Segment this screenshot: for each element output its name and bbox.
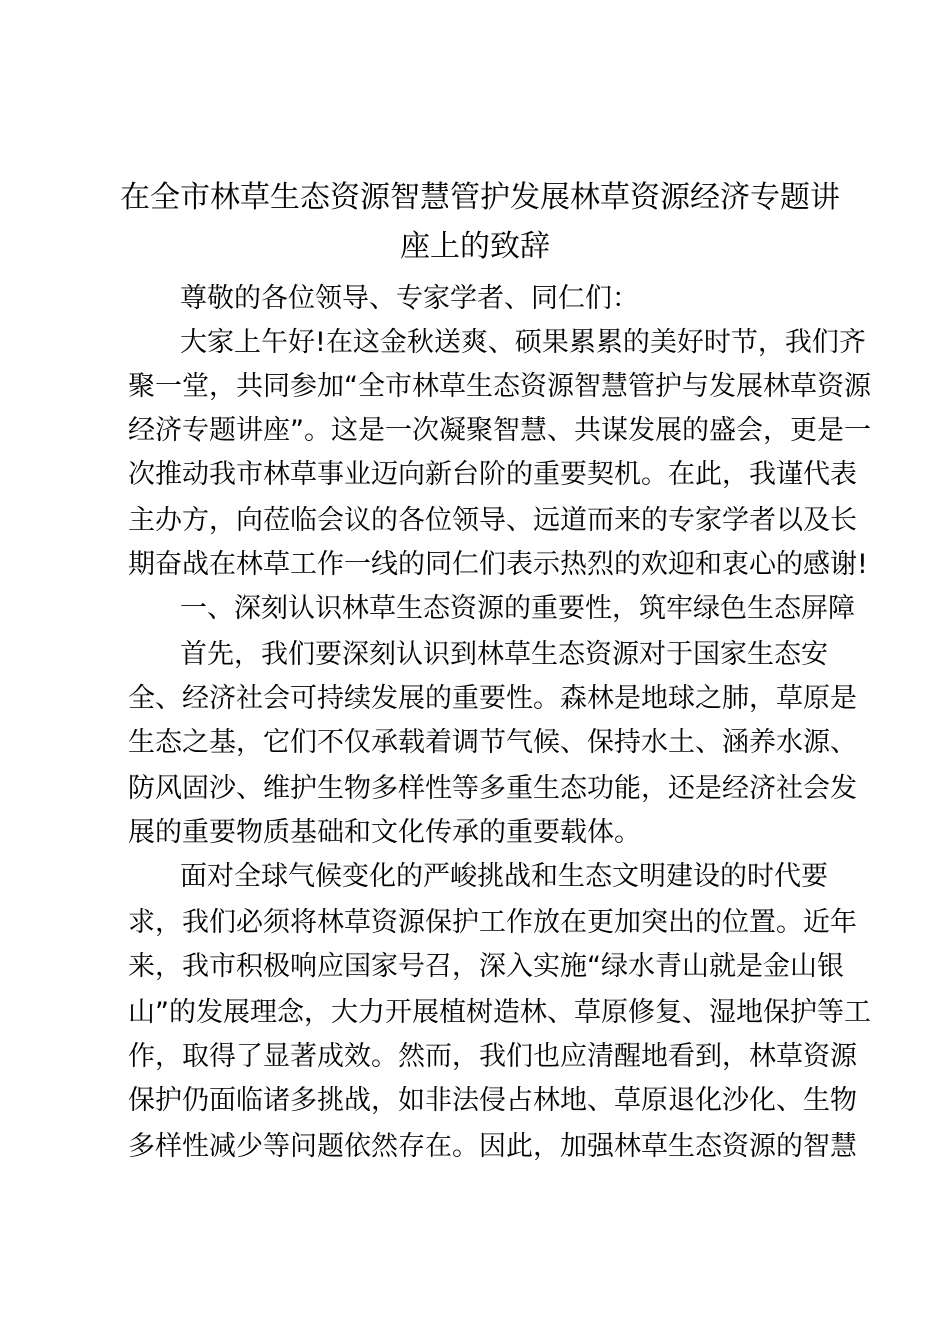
paragraph-line: 生态之基，它们不仅承载着调节气候、保持水土、涵养水源、 [128,727,857,758]
paragraph-line: 作，取得了显著成效。然而，我们也应清醒地看到，林草资源 [128,1041,857,1072]
paragraph-line: 多样性减少等问题依然存在。因此，加强林草生态资源的智慧 [128,1131,857,1162]
paragraph-line: 展的重要物质基础和文化传承的重要载体。 [128,817,641,848]
section-heading: 一、深刻认识林草生态资源的重要性，筑牢绿色生态屏障 [180,593,855,624]
paragraph-line: 全、经济社会可持续发展的重要性。森林是地球之肺，草原是 [128,683,857,714]
paragraph-line: 次推动我市林草事业迈向新台阶的重要契机。在此，我谨代表 [128,459,857,490]
paragraph-line: 保护仍面临诸多挑战，如非法侵占林地、草原退化沙化、生物 [128,1085,857,1116]
paragraph-line: 经济专题讲座”。这是一次凝聚智慧、共谋发展的盛会，更是一 [128,415,871,446]
paragraph-line: 主办方，向莅临会议的各位领导、远道而来的专家学者以及长 [128,505,857,536]
document-title-line-1: 在全市林草生态资源智慧管护发展林草资源经济专题讲 [120,180,840,215]
paragraph-line: 期奋战在林草工作一线的同仁们表示热烈的欢迎和衷心的感谢! [128,549,868,580]
paragraph-line: 求，我们必须将林草资源保护工作放在更加突出的位置。近年 [128,907,857,938]
paragraph-line: 大家上午好!在这金秋送爽、硕果累累的美好时节，我们齐 [180,327,866,358]
paragraph-line: 面对全球气候变化的严峻挑战和生态文明建设的时代要 [180,861,828,892]
paragraph-line: 尊敬的各位领导、专家学者、同仁们： [180,283,639,314]
paragraph-line: 来，我市积极响应国家号召，深入实施“绿水青山就是金山银 [128,951,844,982]
document-title-line-2: 座上的致辞 [400,229,550,264]
paragraph-line: 首先，我们要深刻认识到林草生态资源对于国家生态安 [180,639,828,670]
paragraph-line: 防风固沙、维护生物多样性等多重生态功能，还是经济社会发 [128,773,857,804]
paragraph-line: 山”的发展理念，大力开展植树造林、草原修复、湿地保护等工 [128,997,871,1028]
paragraph-line: 聚一堂，共同参加“全市林草生态资源智慧管护与发展林草资源 [128,371,871,402]
